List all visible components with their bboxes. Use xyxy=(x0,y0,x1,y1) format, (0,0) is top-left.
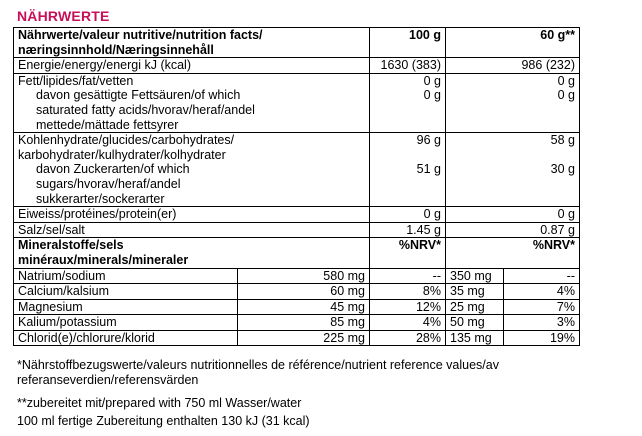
table-row-protein: Eiweiss/protéines/protein(er) 0 g 0 g xyxy=(14,207,580,223)
table-row-mineral: Chlorid(e)/chlorure/klorid 225 mg 28% 135 mg 19% xyxy=(14,330,580,346)
header-col-60g: 60 g** xyxy=(446,28,580,58)
table-row-salt: Salz/sel/salt 1.45 g 0.87 g xyxy=(14,222,580,238)
table-row-minerals-header: Mineralstoffe/sels minéraux/minerals/mineraler %NRV* %NRV* xyxy=(14,238,580,268)
section-title: NÄHRWERTE xyxy=(17,8,110,24)
nutrition-table xyxy=(13,27,580,346)
table-row-mineral: Magnesium 45 mg 12% 25 mg 7% xyxy=(14,299,580,315)
header-col-100g: 100 g xyxy=(370,28,446,58)
table-row-sugars: davon Zuckerarten/of which sugars/hvorav/heraf/andel sukkerarter/sockerarter 51 g 30 g xyxy=(14,162,580,206)
table-row-mineral: Natrium/sodium 580 mg -- 350 mg -- xyxy=(14,268,580,284)
table-row-fat: Fett/lipides/fat/vetten 0 g 0 g xyxy=(14,73,580,88)
table-row-saturated-fat: davon gesättigte Fettsäuren/of which saturated fatty acids/hvorav/heraf/andel mettede/mättade fettsyrer 0 g 0 g xyxy=(14,88,580,132)
table-row-mineral: Calcium/kalsium 60 mg 8% 35 mg 4% xyxy=(14,284,580,300)
table-row-mineral: Kalium/potassium 85 mg 4% 50 mg 3% xyxy=(14,315,580,331)
footnote-ready-to-drink: 100 ml fertige Zubereitung enthalten 130 kJ (31 kcal) xyxy=(17,414,310,428)
header-label: Nährwerte/valeur nutritive/nutrition facts/ næringsinnhold/Næringsinnehåll xyxy=(14,28,370,58)
table-row-carbohydrates: Kohlenhydrate/glucides/carbohydrates/ karbohydrater/kulhydrater/kolhydrater 96 g 58 g xyxy=(14,133,580,163)
table-row-energy: Energie/energy/energi kJ (kcal) 1630 (383) 986 (232) xyxy=(14,58,580,74)
footnote-prepared: **zubereitet mit/prepared with 750 ml Wasser/water xyxy=(17,396,302,410)
footnote-nrv: *Nährstoffbezugswerte/valeurs nutritionnelles de référence/nutrient reference values/av referanseverdien/referensvärden xyxy=(17,358,499,387)
table-header-row xyxy=(14,28,580,58)
